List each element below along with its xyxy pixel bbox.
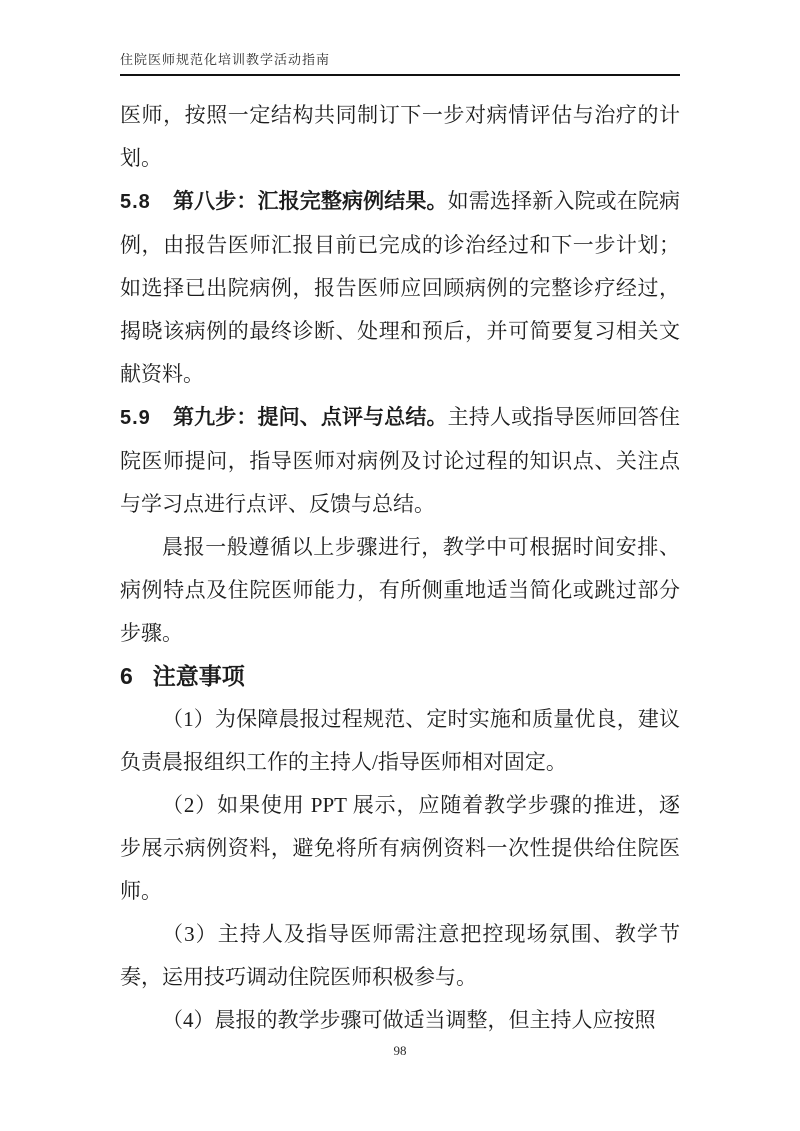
section-5-8-number: 5.8 [120, 191, 151, 213]
paragraph-summary: 晨报一般遵循以上步骤进行，教学中可根据时间安排、病例特点及住院医师能力，有所侧重地适当简化或跳过部分步骤。 [120, 535, 680, 645]
note-item-1: （1）为保障晨报过程规范、定时实施和质量优良，建议负责晨报组织工作的主持人/指导医师相对固定。 [120, 707, 680, 774]
page-number: 98 [393, 1043, 407, 1058]
section-5-9-number: 5.9 [120, 407, 151, 429]
section-5-9-text: 主持人或指导医师回答住院医师提问，指导医师对病例及讨论过程的知识点、关注点与学习点进行点评、反馈与总结。 [120, 405, 680, 516]
running-header-title: 住院医师规范化培训教学活动指南 [120, 52, 331, 67]
note-item-2: （2）如果使用 PPT 展示，应随着教学步骤的推进，逐步展示病例资料，避免将所有病例资料一次性提供给住院医师。 [120, 793, 680, 903]
section-5-8-text: 如需选择新入院或在院病例，由报告医师汇报目前已完成的诊治经过和下一步计划；如选择已出院病例，报告医师应回顾病例的完整诊疗经过，揭晓该病例的最终诊断、处理和预后，并可简要复习相关文献资料。 [120, 189, 680, 386]
section-5-8-paragraph [120, 180, 680, 396]
paragraph-plan-continuation: 医师，按照一定结构共同制订下一步对病情评估与治疗的计划。 [120, 103, 680, 170]
section-6-title: 注意事项 [152, 663, 245, 689]
section-5-8-heading: 第八步：汇报完整病例结果。 [172, 189, 448, 213]
note-item-4: （4）晨报的教学步骤可做适当调整，但主持人应按照 [162, 1008, 656, 1032]
note-item-3: （3）主持人及指导医师需注意把控现场氛围、教学节奏，运用技巧调动住院医师积极参与。 [120, 922, 680, 989]
section-5-9-heading: 第九步：提问、点评与总结。 [172, 405, 448, 429]
section-6-number: 6 [120, 663, 133, 689]
page-body [120, 76, 680, 1042]
page-header [120, 0, 680, 76]
section-6-heading [120, 655, 680, 698]
page-footer [120, 1043, 680, 1059]
section-5-9-paragraph [120, 396, 680, 526]
